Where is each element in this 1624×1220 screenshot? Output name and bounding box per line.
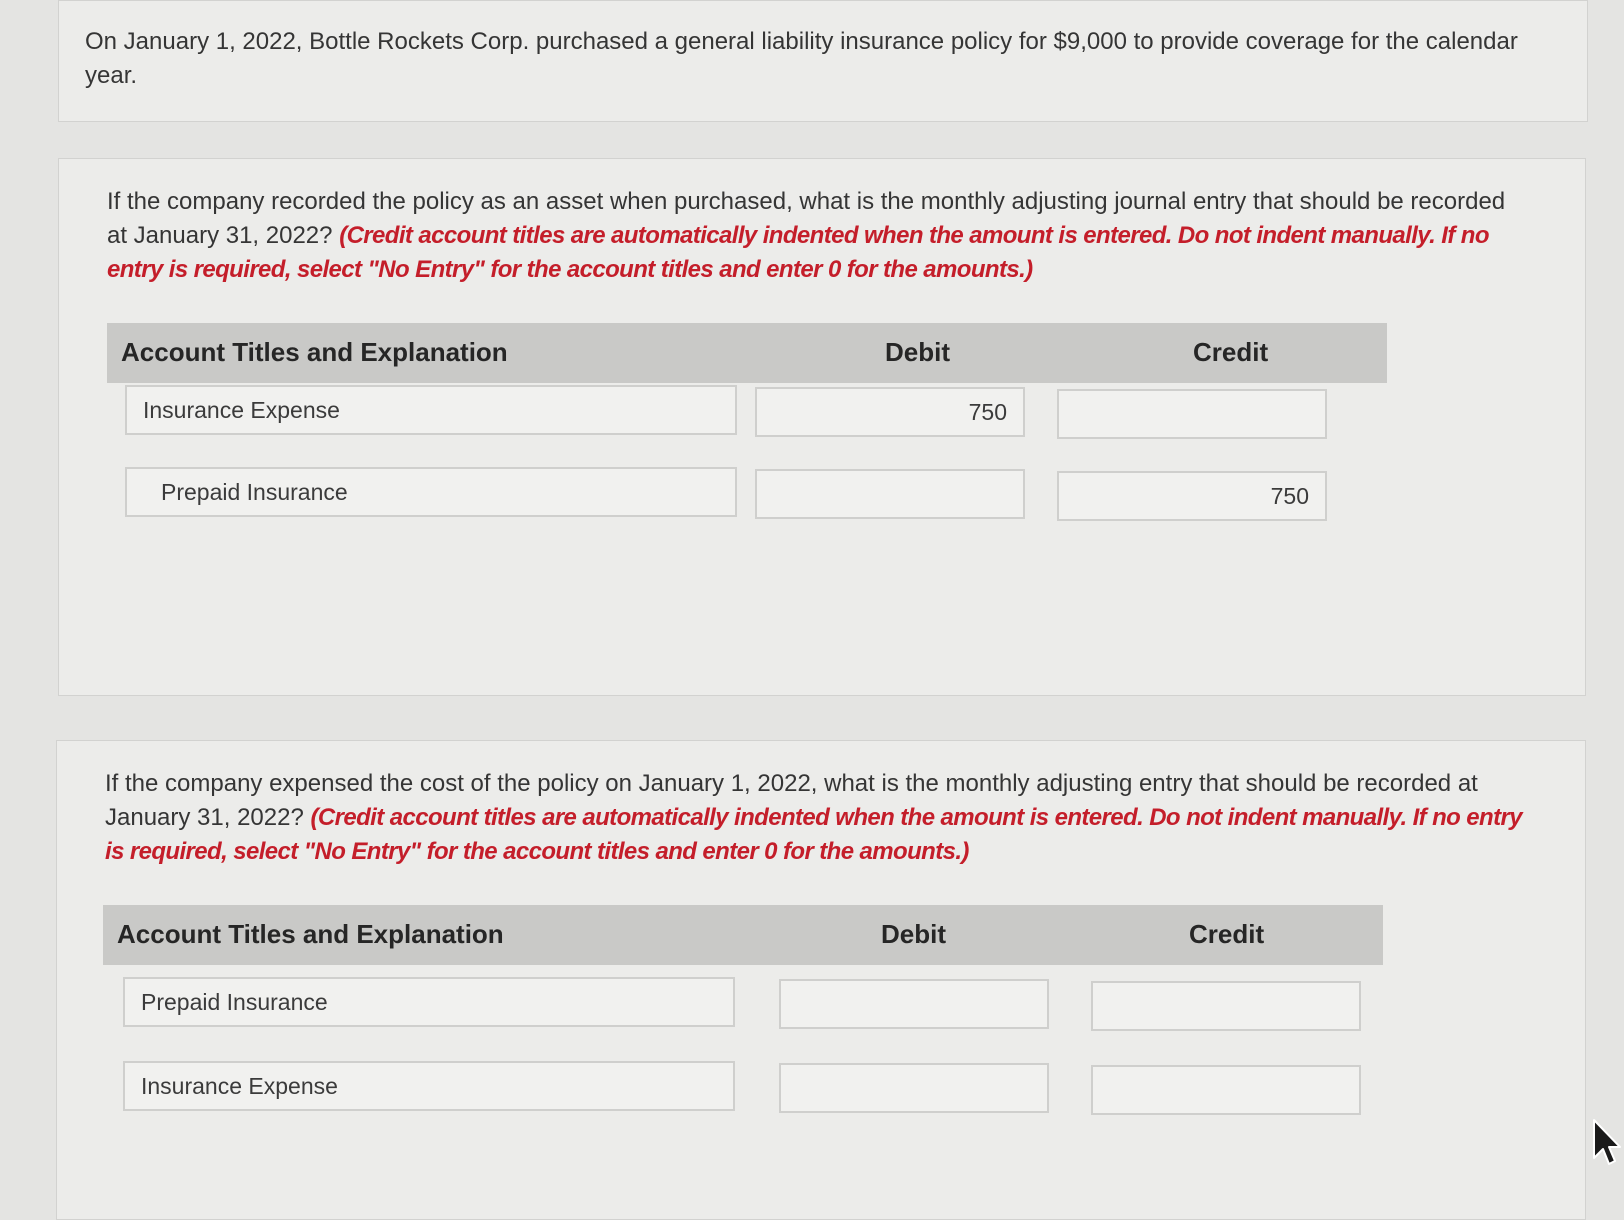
debit-header: Debit (881, 919, 946, 949)
credit-amount-input[interactable] (1091, 981, 1361, 1031)
credit-header: Credit (1189, 919, 1265, 949)
account-title-input[interactable]: Prepaid Insurance (125, 467, 737, 517)
question-2-text (105, 767, 1525, 869)
credit-amount-input[interactable] (1091, 1065, 1361, 1115)
credit-header: Credit (1193, 337, 1269, 367)
journal-table-header (103, 905, 1383, 965)
question-2-instructions: (Credit account titles are automatically indented when the amount is entered. Do not indent manually. If no entry is required, select "No Entry" for the account titles and enter 0 for the amounts.) (105, 804, 1522, 865)
debit-amount-input[interactable]: 750 (755, 387, 1025, 437)
debit-amount-input[interactable] (779, 979, 1049, 1029)
credit-amount-input[interactable] (1057, 389, 1327, 439)
problem-intro-text: On January 1, 2022, Bottle Rockets Corp. purchased a general liability insurance policy for $9,000 to provide coverage for the calendar year. (85, 28, 1518, 89)
problem-intro-panel (58, 0, 1588, 122)
question-1-panel (58, 158, 1586, 696)
question-1-instructions: (Credit account titles are automatically indented when the amount is entered. Do not indent manually. If no entry is required, select "No Entry" for the account titles and enter 0 for the amounts.) (107, 222, 1489, 283)
question-2-panel (56, 740, 1586, 1220)
question-2-prompt: If the company expensed the cost of the policy on January 1, 2022, what is the monthly adjusting entry that should be recorded at January 31, 2022? (105, 770, 1478, 831)
mouse-pointer-icon (1592, 1118, 1622, 1168)
account-title-input[interactable]: Prepaid Insurance (123, 977, 735, 1027)
question-1-prompt: If the company recorded the policy as an asset when purchased, what is the monthly adjusting journal entry that should be recorded at January 31, 2022? (107, 188, 1506, 249)
account-title-input[interactable]: Insurance Expense (123, 1061, 735, 1111)
account-titles-header: Account Titles and Explanation (117, 919, 504, 949)
account-title-input[interactable]: Insurance Expense (125, 385, 737, 435)
debit-amount-input[interactable] (755, 469, 1025, 519)
debit-amount-input[interactable] (779, 1063, 1049, 1113)
journal-table-header (107, 323, 1387, 383)
debit-header: Debit (885, 337, 950, 367)
credit-amount-input[interactable]: 750 (1057, 471, 1327, 521)
question-1-text (107, 185, 1527, 287)
account-titles-header: Account Titles and Explanation (121, 337, 508, 367)
